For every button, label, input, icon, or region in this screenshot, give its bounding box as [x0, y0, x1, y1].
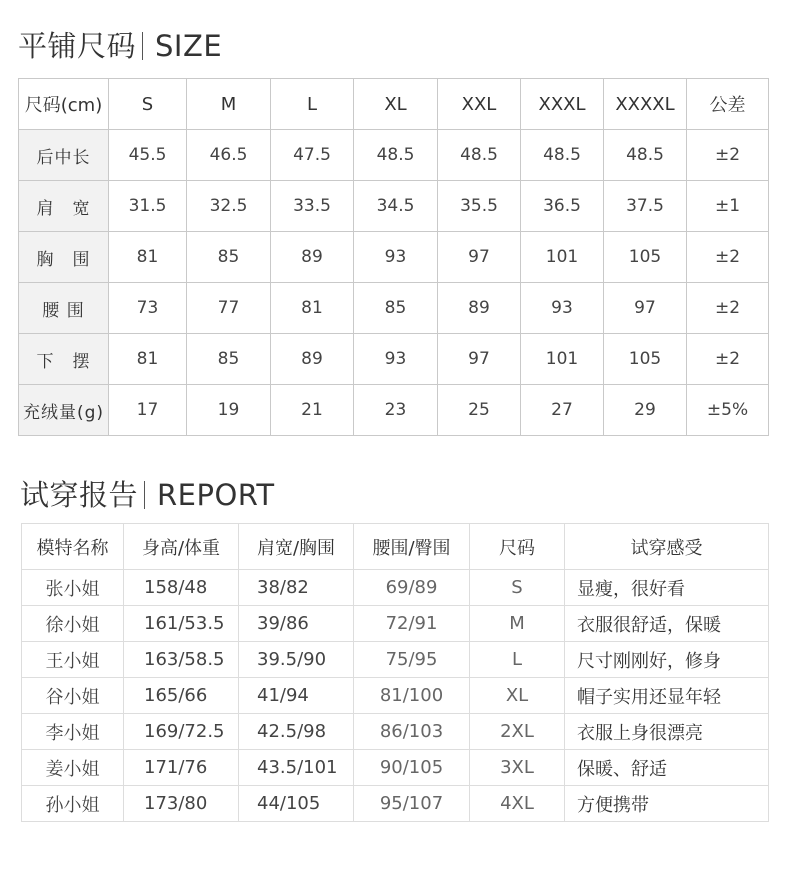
measurement-label: 肩 宽	[19, 181, 109, 232]
measurement-label: 后中长	[19, 130, 109, 181]
report-table-row	[22, 786, 769, 822]
worn-size: 3XL	[470, 750, 565, 786]
worn-size: 2XL	[470, 714, 565, 750]
size-col-header: XL	[354, 79, 438, 130]
measurement-value: 21	[271, 385, 354, 436]
size-header-label: 尺码(cm)	[19, 79, 109, 130]
size-table-row	[19, 181, 769, 232]
height-weight: 161/53.5	[124, 606, 239, 642]
measurement-value: 101	[521, 232, 604, 283]
size-col-header: S	[109, 79, 187, 130]
shoulder-chest: 42.5/98	[239, 714, 354, 750]
worn-size: M	[470, 606, 565, 642]
report-title-en: REPORT	[157, 478, 275, 512]
size-col-header: L	[271, 79, 354, 130]
model-name: 李小姐	[22, 714, 124, 750]
size-header-row	[19, 79, 769, 130]
height-weight: 169/72.5	[124, 714, 239, 750]
waist-hip: 90/105	[354, 750, 470, 786]
size-table-row	[19, 232, 769, 283]
report-header-model: 模特名称	[22, 524, 124, 570]
fitting-feedback: 衣服上身很漂亮	[565, 714, 769, 750]
tolerance-value: ±2	[687, 283, 769, 334]
measurement-value: 35.5	[438, 181, 521, 232]
shoulder-chest: 39.5/90	[239, 642, 354, 678]
report-header-height-weight: 身高/体重	[124, 524, 239, 570]
title-separator	[144, 481, 145, 509]
report-table-row	[22, 678, 769, 714]
size-table-row	[19, 130, 769, 181]
measurement-value: 31.5	[109, 181, 187, 232]
measurement-value: 48.5	[438, 130, 521, 181]
model-name: 王小姐	[22, 642, 124, 678]
measurement-value: 45.5	[109, 130, 187, 181]
fitting-feedback: 帽子实用还显年轻	[565, 678, 769, 714]
measurement-value: 48.5	[521, 130, 604, 181]
measurement-value: 46.5	[187, 130, 271, 181]
measurement-value: 93	[354, 334, 438, 385]
measurement-label: 腰 围	[19, 283, 109, 334]
measurement-label: 胸 围	[19, 232, 109, 283]
measurement-value: 33.5	[271, 181, 354, 232]
measurement-value: 77	[187, 283, 271, 334]
measurement-value: 89	[271, 334, 354, 385]
measurement-label: 下 摆	[19, 334, 109, 385]
measurement-value: 81	[271, 283, 354, 334]
measurement-value: 32.5	[187, 181, 271, 232]
measurement-value: 27	[521, 385, 604, 436]
size-title-cn: 平铺尺码	[18, 29, 137, 63]
measurement-value: 81	[109, 334, 187, 385]
shoulder-chest: 44/105	[239, 786, 354, 822]
measurement-value: 81	[109, 232, 187, 283]
measurement-value: 73	[109, 283, 187, 334]
measurement-value: 93	[521, 283, 604, 334]
measurement-value: 36.5	[521, 181, 604, 232]
tolerance-col-header: 公差	[687, 79, 769, 130]
measurement-value: 93	[354, 232, 438, 283]
tolerance-value: ±2	[687, 334, 769, 385]
measurement-value: 97	[438, 232, 521, 283]
measurement-value: 48.5	[354, 130, 438, 181]
report-header-waist-hip: 腰围/臀围	[354, 524, 470, 570]
report-header-feedback: 试穿感受	[565, 524, 769, 570]
height-weight: 171/76	[124, 750, 239, 786]
measurement-value: 85	[354, 283, 438, 334]
report-section-title	[20, 473, 275, 514]
fitting-feedback: 尺寸刚刚好，修身	[565, 642, 769, 678]
size-table-row	[19, 334, 769, 385]
worn-size: L	[470, 642, 565, 678]
tolerance-value: ±5%	[687, 385, 769, 436]
size-table-row	[19, 283, 769, 334]
size-col-header: XXXL	[521, 79, 604, 130]
measurement-value: 97	[604, 283, 687, 334]
shoulder-chest: 38/82	[239, 570, 354, 606]
height-weight: 173/80	[124, 786, 239, 822]
shoulder-chest: 39/86	[239, 606, 354, 642]
measurement-value: 48.5	[604, 130, 687, 181]
report-table-row	[22, 642, 769, 678]
model-name: 徐小姐	[22, 606, 124, 642]
waist-hip: 95/107	[354, 786, 470, 822]
measurement-value: 29	[604, 385, 687, 436]
worn-size: 4XL	[470, 786, 565, 822]
shoulder-chest: 41/94	[239, 678, 354, 714]
size-title-en: SIZE	[155, 29, 223, 63]
report-header-row	[22, 524, 769, 570]
measurement-value: 34.5	[354, 181, 438, 232]
waist-hip: 81/100	[354, 678, 470, 714]
height-weight: 165/66	[124, 678, 239, 714]
size-table-row	[19, 385, 769, 436]
size-col-header: XXL	[438, 79, 521, 130]
fitting-feedback: 保暖、舒适	[565, 750, 769, 786]
measurement-value: 23	[354, 385, 438, 436]
fitting-feedback: 衣服很舒适，保暖	[565, 606, 769, 642]
worn-size: XL	[470, 678, 565, 714]
size-section-title	[18, 24, 222, 65]
waist-hip: 72/91	[354, 606, 470, 642]
fitting-report-table	[21, 523, 769, 822]
height-weight: 158/48	[124, 570, 239, 606]
measurement-value: 89	[438, 283, 521, 334]
fitting-feedback: 方便携带	[565, 786, 769, 822]
tolerance-value: ±2	[687, 232, 769, 283]
report-title-cn: 试穿报告	[20, 478, 139, 512]
measurement-value: 17	[109, 385, 187, 436]
worn-size: S	[470, 570, 565, 606]
measurement-value: 47.5	[271, 130, 354, 181]
measurement-value: 37.5	[604, 181, 687, 232]
size-col-header: M	[187, 79, 271, 130]
report-table-row	[22, 750, 769, 786]
measurement-value: 105	[604, 232, 687, 283]
shoulder-chest: 43.5/101	[239, 750, 354, 786]
model-name: 姜小姐	[22, 750, 124, 786]
waist-hip: 86/103	[354, 714, 470, 750]
report-header-shoulder-chest: 肩宽/胸围	[239, 524, 354, 570]
tolerance-value: ±2	[687, 130, 769, 181]
measurement-value: 101	[521, 334, 604, 385]
report-table-row	[22, 570, 769, 606]
model-name: 张小姐	[22, 570, 124, 606]
measurement-value: 25	[438, 385, 521, 436]
fitting-feedback: 显瘦，很好看	[565, 570, 769, 606]
size-col-header: XXXXL	[604, 79, 687, 130]
report-table-row	[22, 606, 769, 642]
measurement-value: 97	[438, 334, 521, 385]
measurement-value: 19	[187, 385, 271, 436]
title-separator	[142, 32, 143, 60]
report-header-size: 尺码	[470, 524, 565, 570]
tolerance-value: ±1	[687, 181, 769, 232]
height-weight: 163/58.5	[124, 642, 239, 678]
measurement-value: 89	[271, 232, 354, 283]
measurement-value: 105	[604, 334, 687, 385]
measurement-value: 85	[187, 334, 271, 385]
report-table-row	[22, 714, 769, 750]
measurement-label: 充绒量(g)	[19, 385, 109, 436]
measurement-value: 85	[187, 232, 271, 283]
model-name: 谷小姐	[22, 678, 124, 714]
model-name: 孙小姐	[22, 786, 124, 822]
waist-hip: 75/95	[354, 642, 470, 678]
waist-hip: 69/89	[354, 570, 470, 606]
size-chart-table	[18, 78, 769, 436]
